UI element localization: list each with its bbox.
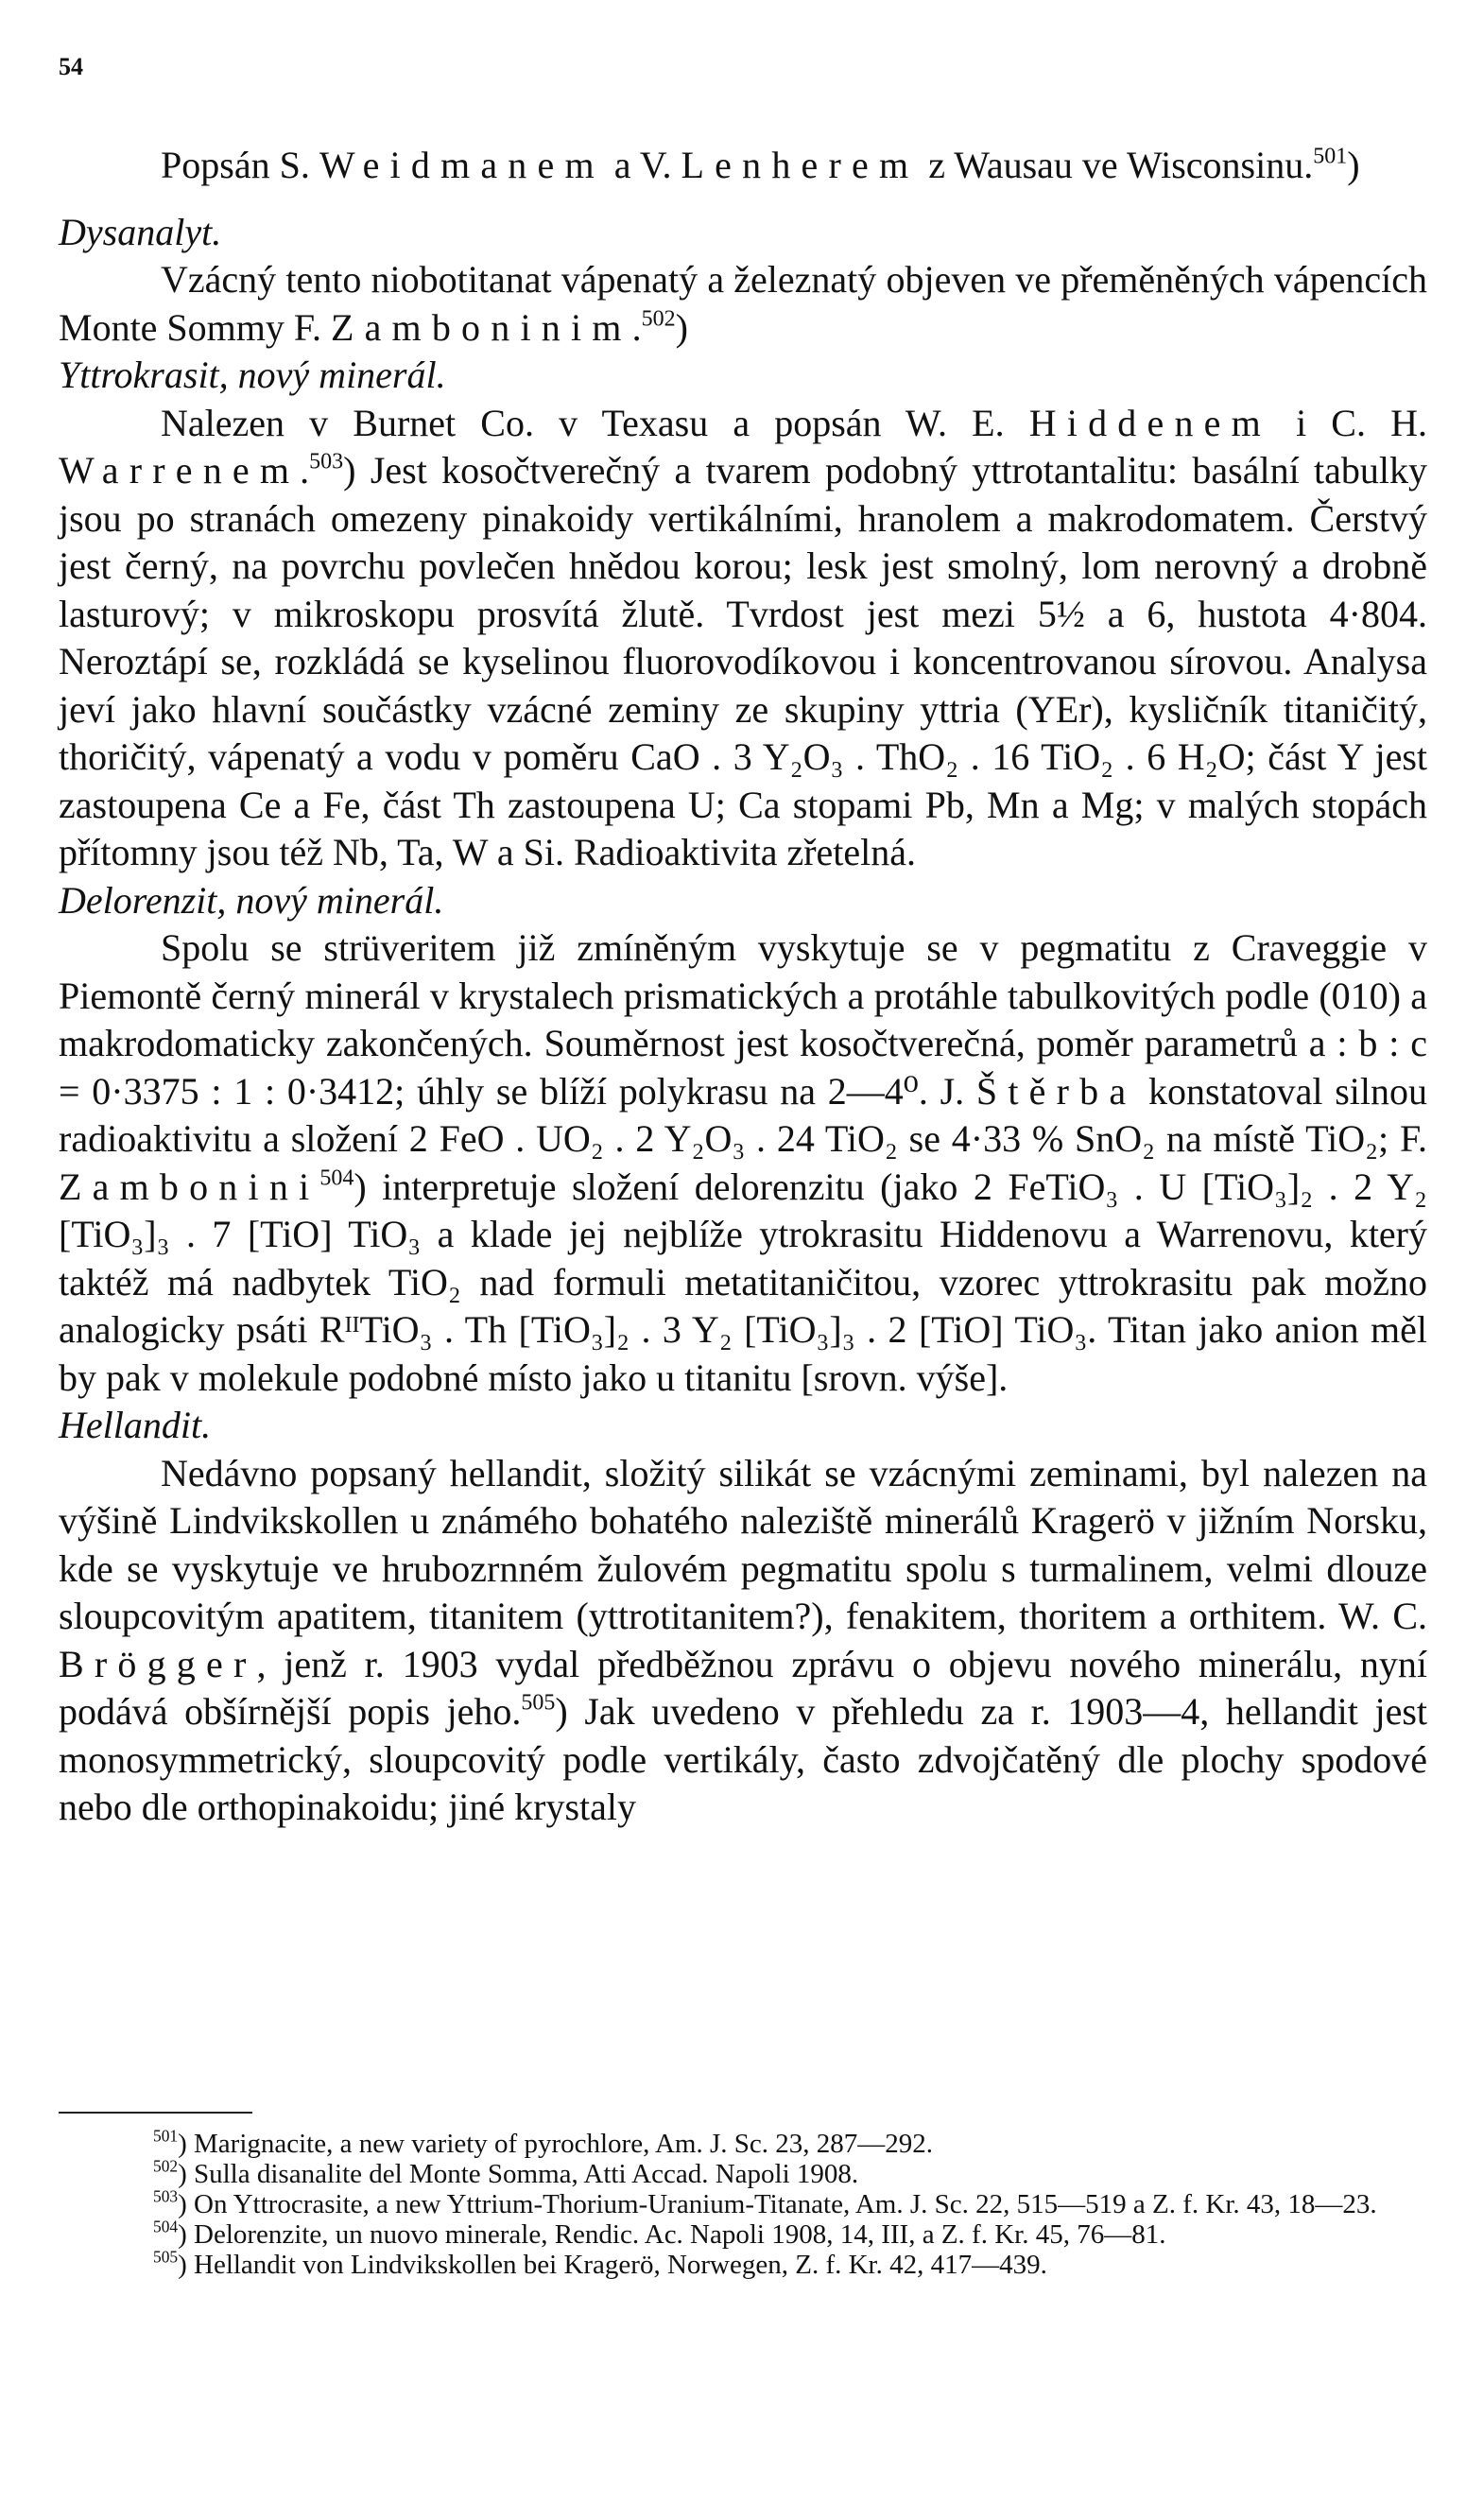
footnote-ref[interactable]: 505 bbox=[521, 1690, 556, 1716]
footnote-number: 505 bbox=[153, 2247, 179, 2267]
text-run: . bbox=[300, 449, 310, 492]
footnote-text: ) Hellandit von Lindvikskollen bei Kragerö, Norwegen, Z. f. Kr. 42, 417—439. bbox=[178, 2250, 1047, 2280]
text-run: z Wausau ve Wisconsinu. bbox=[919, 144, 1314, 186]
footnote-divider bbox=[59, 2112, 252, 2114]
footnote-text: ) Delorenzite, un nuovo minerale, Rendic. Ac. Napoli 1908, 14, III, a Z. f. Kr. 45, 76—81. bbox=[178, 2219, 1166, 2250]
main-text bbox=[59, 142, 1427, 1832]
text-run: Spolu se strüveritem již zmíněným vyskytuje se v pegmatitu z Craveggie v Piemontě černý minerál v krystalech prismatických a protáhle tabulkovitých podle (010) a makrodomaticky zakončených. Souměrnost jest kosočtverečná, poměr parametrů a : b : c = 0·3375 : 1 : 0·3412; úhly se blíží polykrasu na 2—4⁰. J. bbox=[59, 926, 1427, 1113]
footnote-501 bbox=[59, 2126, 1427, 2159]
text-run: a V. bbox=[604, 144, 681, 186]
footnote-ref[interactable]: 504 bbox=[319, 1165, 354, 1190]
heading-yttrokrasit: Yttrokrasit, nový minerál. bbox=[59, 354, 446, 396]
paragraph-hellandit bbox=[59, 1450, 1427, 1832]
footnote-502 bbox=[59, 2156, 1427, 2189]
paragraph-yttrokrasit bbox=[59, 400, 1427, 877]
text-run: konstatoval silnou radioaktivitu a složení 2 FeO . UO₂ . 2 Y₂O₃ . 24 TiO₂ se 4·33 % SnO₂ na místě TiO₂; F. bbox=[59, 1069, 1427, 1160]
footnotes bbox=[59, 2126, 1427, 2280]
heading-dysanalyt: Dysanalyt. bbox=[59, 210, 222, 253]
heading-delorenzit: Delorenzit, nový minerál. bbox=[59, 878, 444, 922]
page-number: 54 bbox=[59, 53, 83, 80]
footnote-number: 502 bbox=[153, 2156, 179, 2176]
footnote-number: 501 bbox=[153, 2126, 179, 2146]
spaced-name: Štěrba bbox=[975, 1069, 1137, 1113]
text-run: i C. H. bbox=[1270, 401, 1427, 444]
footnote-text: ) Marignacite, a new variety of pyrochlore, Am. J. Sc. 23, 287—292. bbox=[178, 2129, 934, 2159]
text-run: ) Jak uvedeno v přehledu za r. 1903—4, hellandit jest monosymmetrický, sloupcovitý podle vertikály, často zdvojčatěný dle plochy spodové nebo dle orthopinakoidu; jiné krystaly bbox=[59, 1690, 1428, 1828]
text-run: ) Jest kosočtverečný a tvarem podobný yttrotantalitu: basální tabulky jsou po stranách omezeny pinakoidy vertikálními, hranolem a makrodomatem. Čerstvý jest černý, na povrchu povlečen hnědou korou; lesk jest smolný, lom nerovný a drobně lasturový; v mikroskopu prosvítá žlutě. Tvrdost jest mezi 5½ a 6, hustota 4·804. Neroztápí se, rozkládá se kyselinou fluorovodíkovou i koncentrovanou sírovou. Analysa jeví jako hlavní součástky vzácné zeminy ze skupiny yttria (YEr), kysličník titaničitý, thoričitý, vápenatý a vodu v poměru CaO . 3 Y₂O₃ . ThO₂ . 16 TiO₂ . 6 H₂O; část Y jest zastoupena Ce a Fe, část Th zastoupena U; Ca stopami Pb, Mn a Mg; v malých stopách přítomny jsou též Nb, Ta, W a Si. Radioaktivita zřetelná. bbox=[59, 449, 1427, 873]
spaced-name: Warrenem bbox=[59, 449, 301, 492]
heading-hellandit: Hellandit. bbox=[59, 1404, 212, 1446]
footnote-505 bbox=[59, 2247, 1427, 2280]
paragraph-marignacite bbox=[59, 142, 1427, 190]
spaced-name: Weidmanem bbox=[319, 144, 605, 186]
footnote-503 bbox=[59, 2186, 1427, 2219]
spaced-name: Brögger bbox=[59, 1642, 257, 1685]
spaced-name: Hiddenem bbox=[1028, 401, 1271, 444]
text-run: , jenž r. 1903 vydal předběžnou zprávu o objevu nového minerálu, nyní podává obšírnější popis jeho. bbox=[59, 1642, 1427, 1733]
text-run: Vzácný tento niobotitanat vápenatý a železnatý objeven ve přeměněných vápencích Monte Sommy F. bbox=[59, 258, 1427, 349]
text-run: Nalezen v Burnet Co. v Texasu a popsán W. E. bbox=[161, 401, 1029, 444]
footnote-number: 504 bbox=[153, 2217, 179, 2236]
footnote-504 bbox=[59, 2219, 1427, 2250]
text-run: . bbox=[631, 305, 642, 349]
footnote-ref[interactable]: 502 bbox=[641, 305, 676, 331]
footnote-text: ) On Yttrocrasite, a new Yttrium-Thorium-Uranium-Titanate, Am. J. Sc. 22, 515—519 a Z. f. Kr. 43, 18—23. bbox=[178, 2189, 1377, 2219]
paragraph-delorenzit bbox=[59, 924, 1427, 1402]
footnote-number: 503 bbox=[153, 2186, 179, 2206]
footnote-ref[interactable]: 503 bbox=[309, 449, 344, 475]
text-run: ) bbox=[675, 305, 688, 349]
footnote-ref[interactable]: 501 bbox=[1313, 144, 1348, 169]
spaced-name: Zamboninі bbox=[59, 1165, 320, 1208]
text-run: ) interpretuje složení delorenzitu (jako 2 FeTiO₃ . U [TiO₃]₂ . 2 Y₂ [TiO₃]₃ . 7 [TiO] TiO₃ a klade jej nejblíže ytrokrasitu Hiddenovu a Warrenovu, který taktéž má nadbytek TiO₂ nad formuli metatitaničitou, vzorec yttrokrasitu pak možno analogicky psáti RᴵᴵTiO₃ . Th [TiO₃]₂ . 3 Y₂ [TiO₃]₃ . 2 [TiO] TiO₃. Titan jako anion měl by pak v molekule podobné místo jako u titanitu [srovn. výše]. bbox=[59, 1165, 1427, 1399]
spaced-name: Zamboninim bbox=[330, 305, 632, 349]
paragraph-dysanalyt bbox=[59, 256, 1427, 352]
text-run: Popsán S. bbox=[161, 144, 319, 186]
footnote-text: ) Sulla disanalite del Monte Somma, Atti Accad. Napoli 1908. bbox=[178, 2159, 859, 2189]
spaced-name: Lenherem bbox=[681, 144, 920, 186]
text-run: Nedávno popsaný hellandit, složitý silikát se vzácnými zeminami, byl nalezen na výšině Lindvikskollen u známého bohatého naleziště minerálů Kragerö v jižním Norsku, kde se vyskytuje ve hrubozrnném žulovém pegmatitu spolu s turmalinem, velmi dlouze sloupcovitým apatitem, titanitem (yttrotitanitem?), fenakitem, thoritem a orthitem. W. C. bbox=[59, 1451, 1427, 1637]
text-run: ) bbox=[1347, 144, 1360, 186]
